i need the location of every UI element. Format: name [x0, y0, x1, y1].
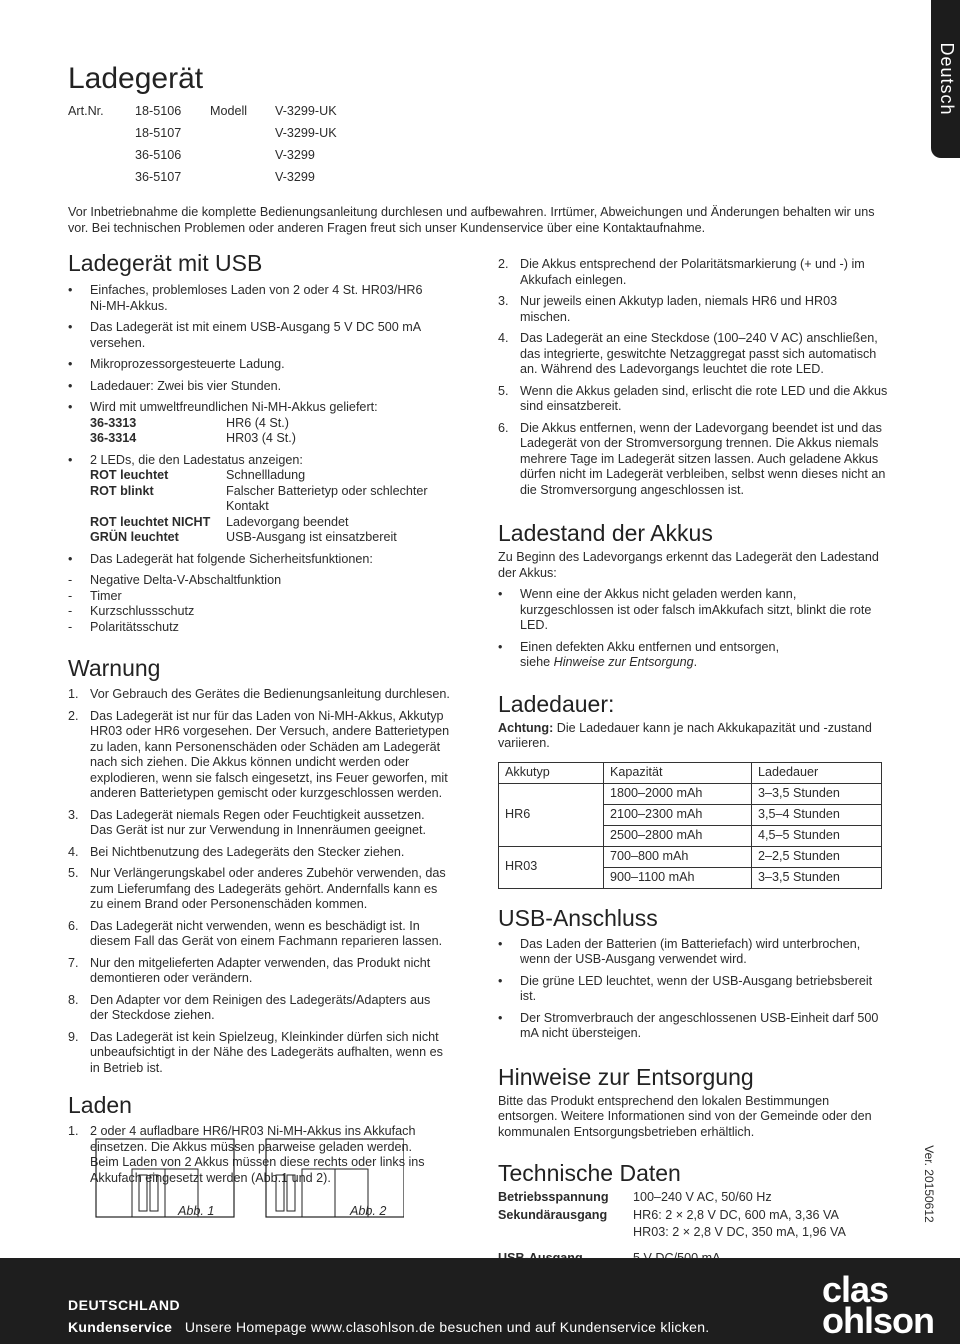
battery-pack-list: 36-3313 HR6 (4 St.) 36-3314 HR03 (4 St.)	[90, 415, 296, 445]
safety-list	[68, 573, 468, 635]
list-item: 1. Vor Gebrauch des Gerätes die Bedienungsanleitung durchlesen.	[68, 687, 450, 701]
list-item: • Einfaches, problemloses Laden von 2 oder 4 St. HR03/HR6 Ni-MH-Akkus.	[68, 283, 430, 314]
article-number-block	[68, 104, 388, 186]
right-column	[498, 257, 890, 1266]
section-heading-laden: Laden	[68, 1092, 132, 1118]
section-heading-tech: Technische Daten	[498, 1160, 681, 1186]
section-heading-usb: Ladegerät mit USB	[68, 250, 263, 276]
model-value: V-3299	[275, 148, 315, 162]
page-title: Ladegerät	[68, 62, 204, 95]
list-item: - Negative Delta-V-Abschaltfunktion	[68, 573, 468, 589]
table-row: 900–1100 mAh 3–3,5 Stunden	[499, 867, 882, 888]
model-value: V-3299-UK	[275, 104, 337, 118]
version-label: Ver. 20150612	[922, 1145, 936, 1223]
artnr-value: 18-5106	[135, 104, 182, 118]
footer	[0, 1258, 960, 1344]
list-item: - Polaritätsschutz	[68, 620, 468, 636]
disposal-text: Bitte das Produkt entsprechend den lokalen Bestimmungen entsorgen. Weitere Informationen sind von der Gemeinde oder den kommunalen Entsorgungsbetrieben erhältlich.	[498, 1093, 872, 1139]
model-value: V-3299-UK	[275, 126, 337, 140]
list-item: • Wird mit umweltfreundlichen Ni-MH-Akkus geliefert: 36-3313 HR6 (4 St.) 36-3314 HR03 (4 St.)	[68, 400, 468, 447]
usb-conn-list	[498, 937, 890, 1042]
ladedauer-note: Achtung: Die Ladedauer kann je nach Akkukapazität und -zustand variieren.	[498, 720, 872, 750]
model-label: Modell	[210, 104, 248, 118]
section-heading-ladedauer: Ladedauer:	[498, 690, 615, 717]
table-row: HR6 1800–2000 mAh 3–3,5 Stunden	[499, 783, 882, 804]
list-item: 6. Das Ladegerät nicht verwenden, wenn es beschädigt ist. In diesem Fall das Gerät von einem Fachmann reparieren lassen.	[68, 918, 443, 948]
language-tab	[931, 0, 960, 158]
list-item: • Wenn eine der Akkus nicht geladen werden kann, kurzgeschlossen ist oder falsch imAkkufach sitzt, blinkt die rote LED.	[498, 587, 890, 634]
section-heading-usb-anschluss: USB-Anschluss	[498, 904, 658, 931]
list-item: • Die grüne LED leuchtet, wenn der USB-Ausgang betriebsbereit ist.	[498, 974, 890, 1005]
laden-steps-list	[498, 257, 890, 498]
list-item: • 2 LEDs, die den Ladestatus anzeigen: ROT leuchtet Schnellladung ROT blinkt Falscher Batterietyp oder schlechter Kontakt ROT leuchtet NICHT Ladevorgang beendet GRÜN leuchtet USB-Ausgang ist einsatzbereit	[68, 453, 468, 546]
list-item: 3. Nur jeweils einen Akkutyp laden, niemals HR6 und HR03 mischen.	[498, 294, 838, 324]
list-item: • Das Ladegerät ist mit einem USB-Ausgang 5 V DC 500 mA versehen.	[68, 320, 468, 351]
list-item: • Das Ladegerät hat folgende Sicherheitsfunktionen:	[68, 552, 468, 568]
list-item: • Mikroprozessorgesteuerte Ladung.	[68, 357, 468, 373]
list-item: 2. Die Akkus entsprechend der Polaritätsmarkierung (+ und -) im Akkufach einlegen.	[498, 257, 865, 287]
list-item: 2. Das Ladegerät ist nur für das Laden von Ni-MH-Akkus, Akkutyp HR03 oder HR6 vorgesehen. Der Versuch, andere Batterietypen zu laden, kann Personenschäden oder Schäden am Ladegerät nach sich ziehen. Die Akkus können undicht werden oder explodieren, wenn sie falsch eingesetzt, ins Feuer geworfen, mit anderen Batterietypen gemischt oder kurzgeschlossen werden.	[68, 708, 450, 800]
section-heading-disposal: Hinweise zur Entsorgung	[498, 1063, 754, 1090]
table-row: 2100–2300 mAh 3,5–4 Stunden	[499, 804, 882, 825]
list-item: 1. 2 oder 4 aufladbare HR6/HR03 Ni-MH-Akkus ins Akkufach einsetzen. Die Akkus müssen paarweise geladen werden. Beim Laden von 2 Akkus müssen diese rechts oder links ins Akkufach eingesetzt werden (Abb.1 und 2).	[68, 1124, 425, 1185]
capacity-table	[498, 762, 882, 889]
disposal-link: Hinweise zur Entsorgung	[553, 655, 694, 669]
intro-text: Vor Inbetriebnahme die komplette Bedienungsanleitung durchlesen und aufbewahren. Irrtümer, Abweichungen und Änderungen behalten wir uns vor. Bei technischen Problemen oder anderen Fragen freut sich unser Kundenservice über eine Kontaktaufnahme.	[68, 205, 875, 235]
list-item: • Der Stromverbrauch der angeschlossenen USB-Einheit darf 500 mA nicht übersteigen.	[498, 1011, 890, 1042]
warning-list	[68, 687, 450, 1076]
list-item: 7. Nur den mitgelieferten Adapter verwenden, das Produkt nicht demontieren oder verändern.	[68, 955, 431, 985]
list-item: 9. Das Ladegerät ist kein Spielzeug, Kleinkinder dürfen sich nicht unbeaufsichtigt in der Nähe des Ladegeräts aufhalten, wenn es in Betrieb ist.	[68, 1029, 443, 1075]
artnr-value: 36-5106	[135, 148, 182, 162]
list-item: 5. Wenn die Akkus geladen sind, erlischt die rote LED und die Akkus sind einsatzbereit.	[498, 383, 888, 413]
list-item: 8. Den Adapter vor dem Reinigen des Ladegeräts/Adapters aus der Steckdose ziehen.	[68, 992, 431, 1022]
footer-country: DEUTSCHLAND	[68, 1297, 181, 1313]
section-heading-ladestand: Ladestand der Akkus	[498, 520, 713, 546]
tech-data: Betriebsspannung 100–240 V AC, 50/60 Hz Sekundärausgang HR6: 2 × 2,8 V DC, 600 mA, 3,36 VA HR03: 2 × 2,8 V DC, 350 mA, 1,96 VA	[498, 1190, 846, 1239]
footer-service	[68, 1320, 710, 1336]
list-item: 6. Die Akkus entfernen, wenn der Ladevorgang beendet ist und das Ladegerät von der Stromversorgung trennen. Die Akkus niemals mehrere Tage im Ladegerät sitzen lassen. Auch geladene Akkus dürfen nicht im Ladegerät verbleiben, selbst wenn dieses nicht an die Stromversorgung angeschlossen ist.	[498, 420, 886, 497]
list-item: 4. Bei Nichtbenutzung des Ladegeräts den Stecker ziehen.	[68, 844, 405, 859]
footer-service-text: Unsere Homepage www.clasohlson.de besuchen und auf Kundenservice klicken.	[184, 1319, 710, 1335]
ladestand-list	[498, 587, 890, 671]
table-row: 2500–2800 mAh 4,5–5 Stunden	[499, 825, 882, 846]
left-column	[68, 250, 468, 1192]
list-item: • Einen defekten Akku entfernen und entsorgen, siehe Hinweise zur Entsorgung.	[498, 640, 890, 671]
model-value: V-3299	[275, 170, 315, 184]
footer-service-label: Kundenservice	[68, 1319, 173, 1335]
artnr-value: 18-5107	[135, 126, 182, 140]
language-tab-label: Deutsch	[936, 42, 957, 116]
list-item: 5. Nur Verlängerungskabel oder anderes Zubehör verwenden, das zum Lieferumfang des Ladegeräts gehört. Andernfalls kann es zu einem Brand oder Personenschäden kommen.	[68, 866, 446, 911]
list-item: - Timer	[68, 589, 468, 605]
ladestand-text: Zu Beginn des Ladevorgangs erkennt das Ladegerät den Ladestand der Akkus:	[498, 550, 879, 580]
list-item: - Kurzschlussschutz	[68, 604, 468, 620]
brand-logo: clas ohlson	[822, 1269, 934, 1341]
led-status-list: ROT leuchtet Schnellladung ROT blinkt Falscher Batterietyp oder schlechter Kontakt ROT leuchtet NICHT Ladevorgang beendet GRÜN leuchtet USB-Ausgang ist einsatzbereit	[90, 468, 428, 544]
figure-caption: Abb. 1	[178, 1204, 215, 1218]
list-item: 3. Das Ladegerät niemals Regen oder Feuchtigkeit aussetzen. Das Gerät ist nur zur Verwendung in Innenräumen geeignet.	[68, 807, 427, 837]
table-row: HR03 700–800 mAh 2–2,5 Stunden	[499, 846, 882, 867]
list-item: • Ladedauer: Zwei bis vier Stunden.	[68, 379, 468, 395]
usb-feature-list	[68, 283, 468, 567]
figure-caption: Abb. 2	[350, 1204, 387, 1218]
artnr-label: Art.Nr.	[68, 104, 104, 118]
section-heading-warning: Warnung	[68, 655, 161, 681]
list-item: • Das Laden der Batterien (im Batteriefach) wird unterbrochen, wenn der USB-Ausgang verwendet wird.	[498, 937, 890, 968]
list-item: 4. Das Ladegerät an eine Steckdose (100–240 V AC) anschließen, das integrierte, geswitchte Netzaggregat passt sich automatisch an. Während des Ladevorgangs leuchtet die rote LED.	[498, 331, 878, 376]
artnr-value: 36-5107	[135, 170, 182, 184]
table-header-row: Akkutyp Kapazität Ladedauer	[499, 762, 882, 783]
